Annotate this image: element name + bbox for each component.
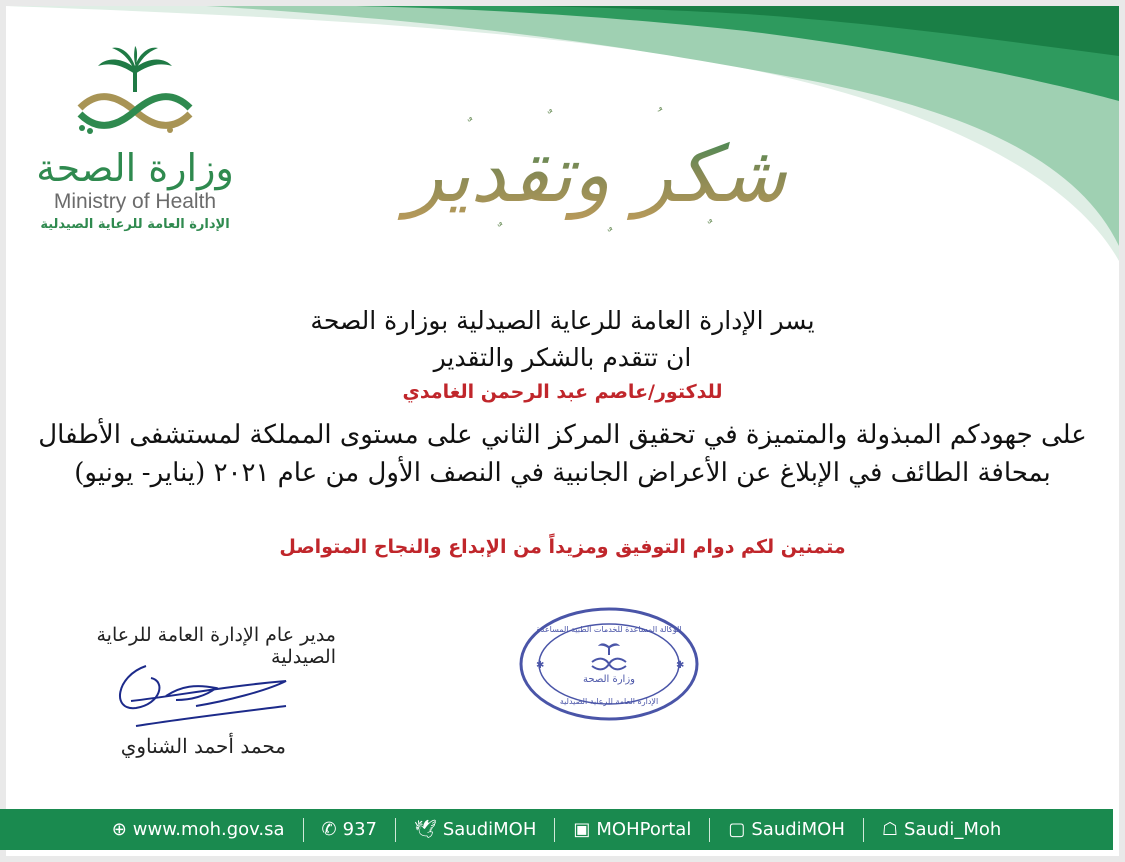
certificate-page — [6, 6, 1119, 856]
snapchat-link[interactable] — [882, 819, 1001, 840]
palm-swords-emblem-icon — [60, 46, 210, 146]
svg-text:ُ — [657, 107, 663, 112]
website-link[interactable] — [112, 819, 285, 840]
globe-icon: ⊕ — [111, 819, 127, 840]
svg-text:✱: ✱ — [676, 660, 685, 671]
youtube-icon: ▣ — [573, 819, 591, 840]
youtube-link[interactable] — [573, 819, 691, 840]
footer-divider — [395, 818, 396, 842]
signer-title: مدير عام الإدارة العامة للرعاية الصيدلية — [96, 624, 336, 668]
footer-divider — [863, 818, 864, 842]
phone-text: 937 — [342, 819, 377, 840]
footer-divider — [554, 818, 555, 842]
thanks-line: ان تتقدم بالشكر والتقدير — [433, 343, 692, 372]
footer-divider — [709, 818, 710, 842]
official-stamp — [514, 604, 704, 724]
twitter-text: SaudiMOH — [442, 819, 537, 840]
signer-name: محمد أحمد الشناوي — [120, 734, 286, 758]
snapchat-text: Saudi_Moh — [904, 819, 1002, 840]
phone-link[interactable] — [322, 819, 377, 840]
logo-english-name: Ministry of Health — [53, 190, 217, 213]
svg-text:ٌ — [467, 117, 473, 122]
ministry-logo — [20, 46, 250, 261]
svg-text:ٌ — [607, 227, 613, 232]
handwritten-signature — [106, 656, 306, 736]
achievement-line-2: بمحافة الطائف في الإبلاغ عن الأعراض الجانبية في النصف الأول من عام ٢٠٢١ (يناير- يونيو) — [74, 458, 1051, 488]
website-text: www.moh.gov.sa — [132, 819, 285, 840]
snapchat-icon: ☖ — [881, 819, 899, 840]
twitter-icon: 🕊 — [413, 819, 437, 840]
thanks-calligraphy-title — [405, 101, 787, 251]
svg-text:✱: ✱ — [536, 660, 545, 671]
achievement-paragraph — [26, 416, 1099, 492]
achievement-line-1: على جهودكم المبذولة والمتميزة في تحقيق المركز الثاني على مستوى المملكة لمستشفى الأطفال — [38, 420, 1087, 450]
facebook-text: SaudiMOH — [751, 819, 845, 840]
contact-footer — [0, 809, 1113, 850]
phone-icon: ✆ — [321, 819, 337, 840]
logo-department-name: الإدارة العامة للرعاية الصيدلية — [40, 217, 230, 232]
logo-arabic-name: وزارة الصحة — [36, 146, 234, 190]
youtube-text: MOHPortal — [596, 819, 692, 840]
svg-text:ٌ — [547, 109, 553, 114]
svg-text:ٌ — [497, 222, 503, 227]
recipient-name: للدكتور/عاصم عبد الرحمن الغامدي — [402, 381, 723, 403]
wishes-line: متمنين لكم دوام التوفيق ومزيداً من الإبداع والنجاح المتواصل — [279, 536, 846, 558]
stamp-bottom-text: الإدارة العامة للرعاية الصيدلية — [559, 697, 659, 706]
facebook-link[interactable] — [728, 819, 845, 840]
facebook-icon: ▢ — [728, 819, 746, 840]
twitter-link[interactable] — [414, 819, 536, 840]
stamp-middle-text: وزارة الصحة — [583, 674, 635, 685]
stamp-top-text: الوكالة المساعدة للخدمات الطبية المساعدة — [536, 625, 682, 634]
svg-text:شكر وتقدير: شكر وتقدير — [405, 130, 787, 220]
intro-line: يسر الإدارة العامة للرعاية الصيدلية بوزارة الصحة — [310, 306, 815, 335]
footer-divider — [303, 818, 304, 842]
